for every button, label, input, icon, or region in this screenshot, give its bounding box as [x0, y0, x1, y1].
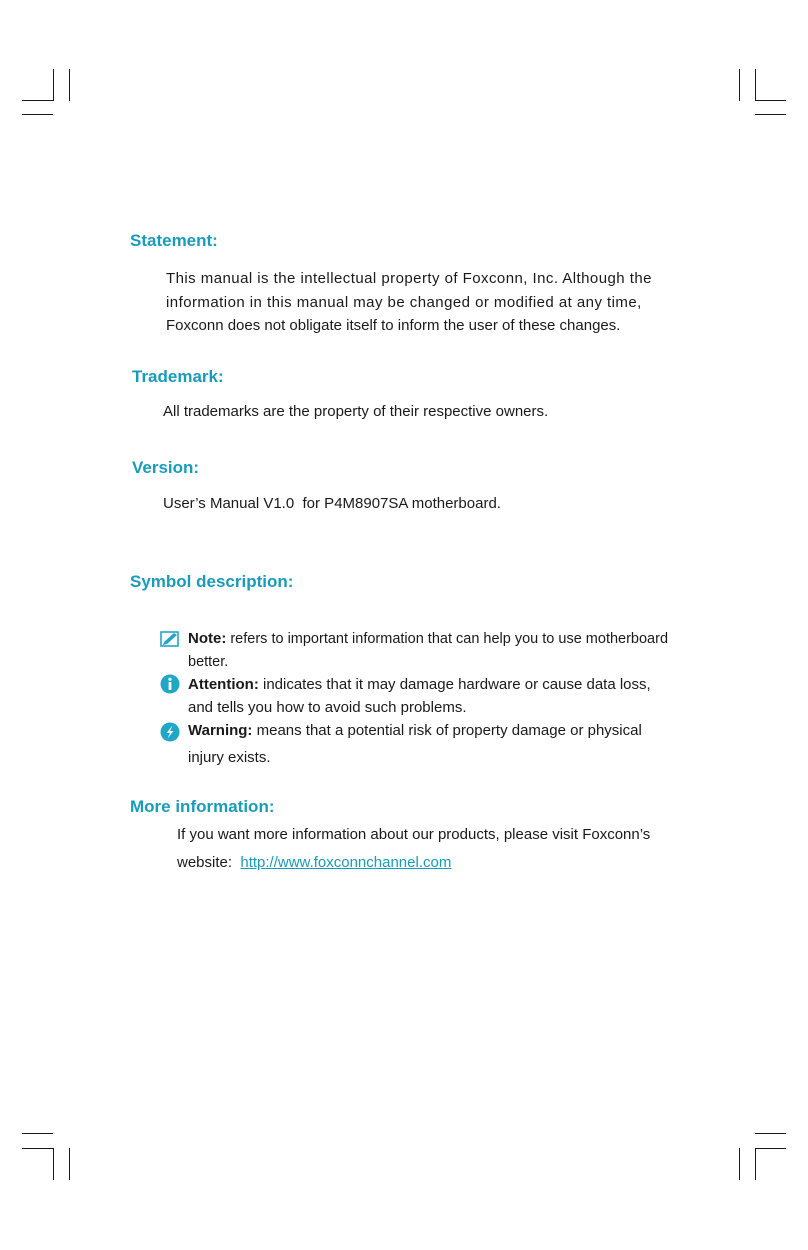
crop-mark-top-left-h2: [22, 114, 53, 115]
crop-mark-bottom-right-v: [755, 1148, 756, 1180]
note-description: refers to important information that can help you to use motherboard: [226, 631, 669, 647]
statement-line: This manual is the intellectual property of Foxconn, Inc. Although the: [166, 270, 652, 287]
more-information-heading: More information:: [130, 797, 275, 816]
website-link[interactable]: http://www.foxconnchannel.com: [240, 854, 452, 871]
warning-description-cont: injury exists.: [188, 749, 271, 766]
note-icon: [160, 628, 180, 648]
crop-mark-bottom-right-v2: [739, 1148, 740, 1180]
crop-mark-bottom-left-v2: [69, 1148, 70, 1180]
more-information-text: [177, 821, 717, 877]
statement-heading: Statement:: [130, 231, 218, 250]
website-label: website:: [177, 854, 241, 871]
crop-mark-top-left-h: [22, 100, 53, 101]
note-label: Note:: [188, 630, 227, 647]
attention-label: Attention:: [188, 676, 259, 693]
warning-icon: [160, 722, 180, 742]
crop-mark-bottom-left-h2: [22, 1148, 53, 1149]
note-description-cont: better.: [188, 654, 229, 670]
trademark-heading: Trademark:: [132, 367, 224, 386]
statement-line: information in this manual may be changed or modified at any time,: [166, 293, 642, 311]
more-information-website: [177, 849, 717, 877]
crop-mark-bottom-right-h: [755, 1133, 786, 1134]
crop-mark-top-right-h2: [755, 114, 786, 115]
crop-mark-top-right-v: [755, 69, 756, 101]
crop-mark-top-left-v: [53, 69, 54, 101]
symbol-description-heading: Symbol description:: [130, 572, 294, 591]
crop-mark-bottom-left-h: [22, 1133, 53, 1134]
trademark-text: All trademarks are the property of their respective owners.: [163, 403, 549, 420]
version-text: User’s Manual V1.0 for P4M8907SA motherboard.: [163, 495, 501, 512]
crop-mark-top-right-h: [755, 100, 786, 101]
more-information-line: If you want more information about our products, please visit Foxconn’s: [177, 826, 651, 843]
info-icon: [160, 674, 180, 694]
crop-mark-bottom-right-h2: [755, 1148, 786, 1149]
attention-description: indicates that it may damage hardware or cause data loss,: [258, 676, 651, 693]
statement-text: [166, 267, 726, 338]
attention-description-cont: and tells you how to avoid such problems.: [188, 699, 467, 716]
statement-line: Foxconn does not obligate itself to inform the user of these changes.: [166, 317, 621, 334]
crop-mark-top-left-v2: [69, 69, 70, 101]
crop-mark-bottom-left-v: [53, 1148, 54, 1180]
warning-label: Warning:: [188, 722, 253, 739]
version-heading: Version:: [132, 458, 200, 477]
crop-mark-top-right-v2: [739, 69, 740, 101]
warning-description: means that a potential risk of property damage or physical: [252, 722, 642, 739]
